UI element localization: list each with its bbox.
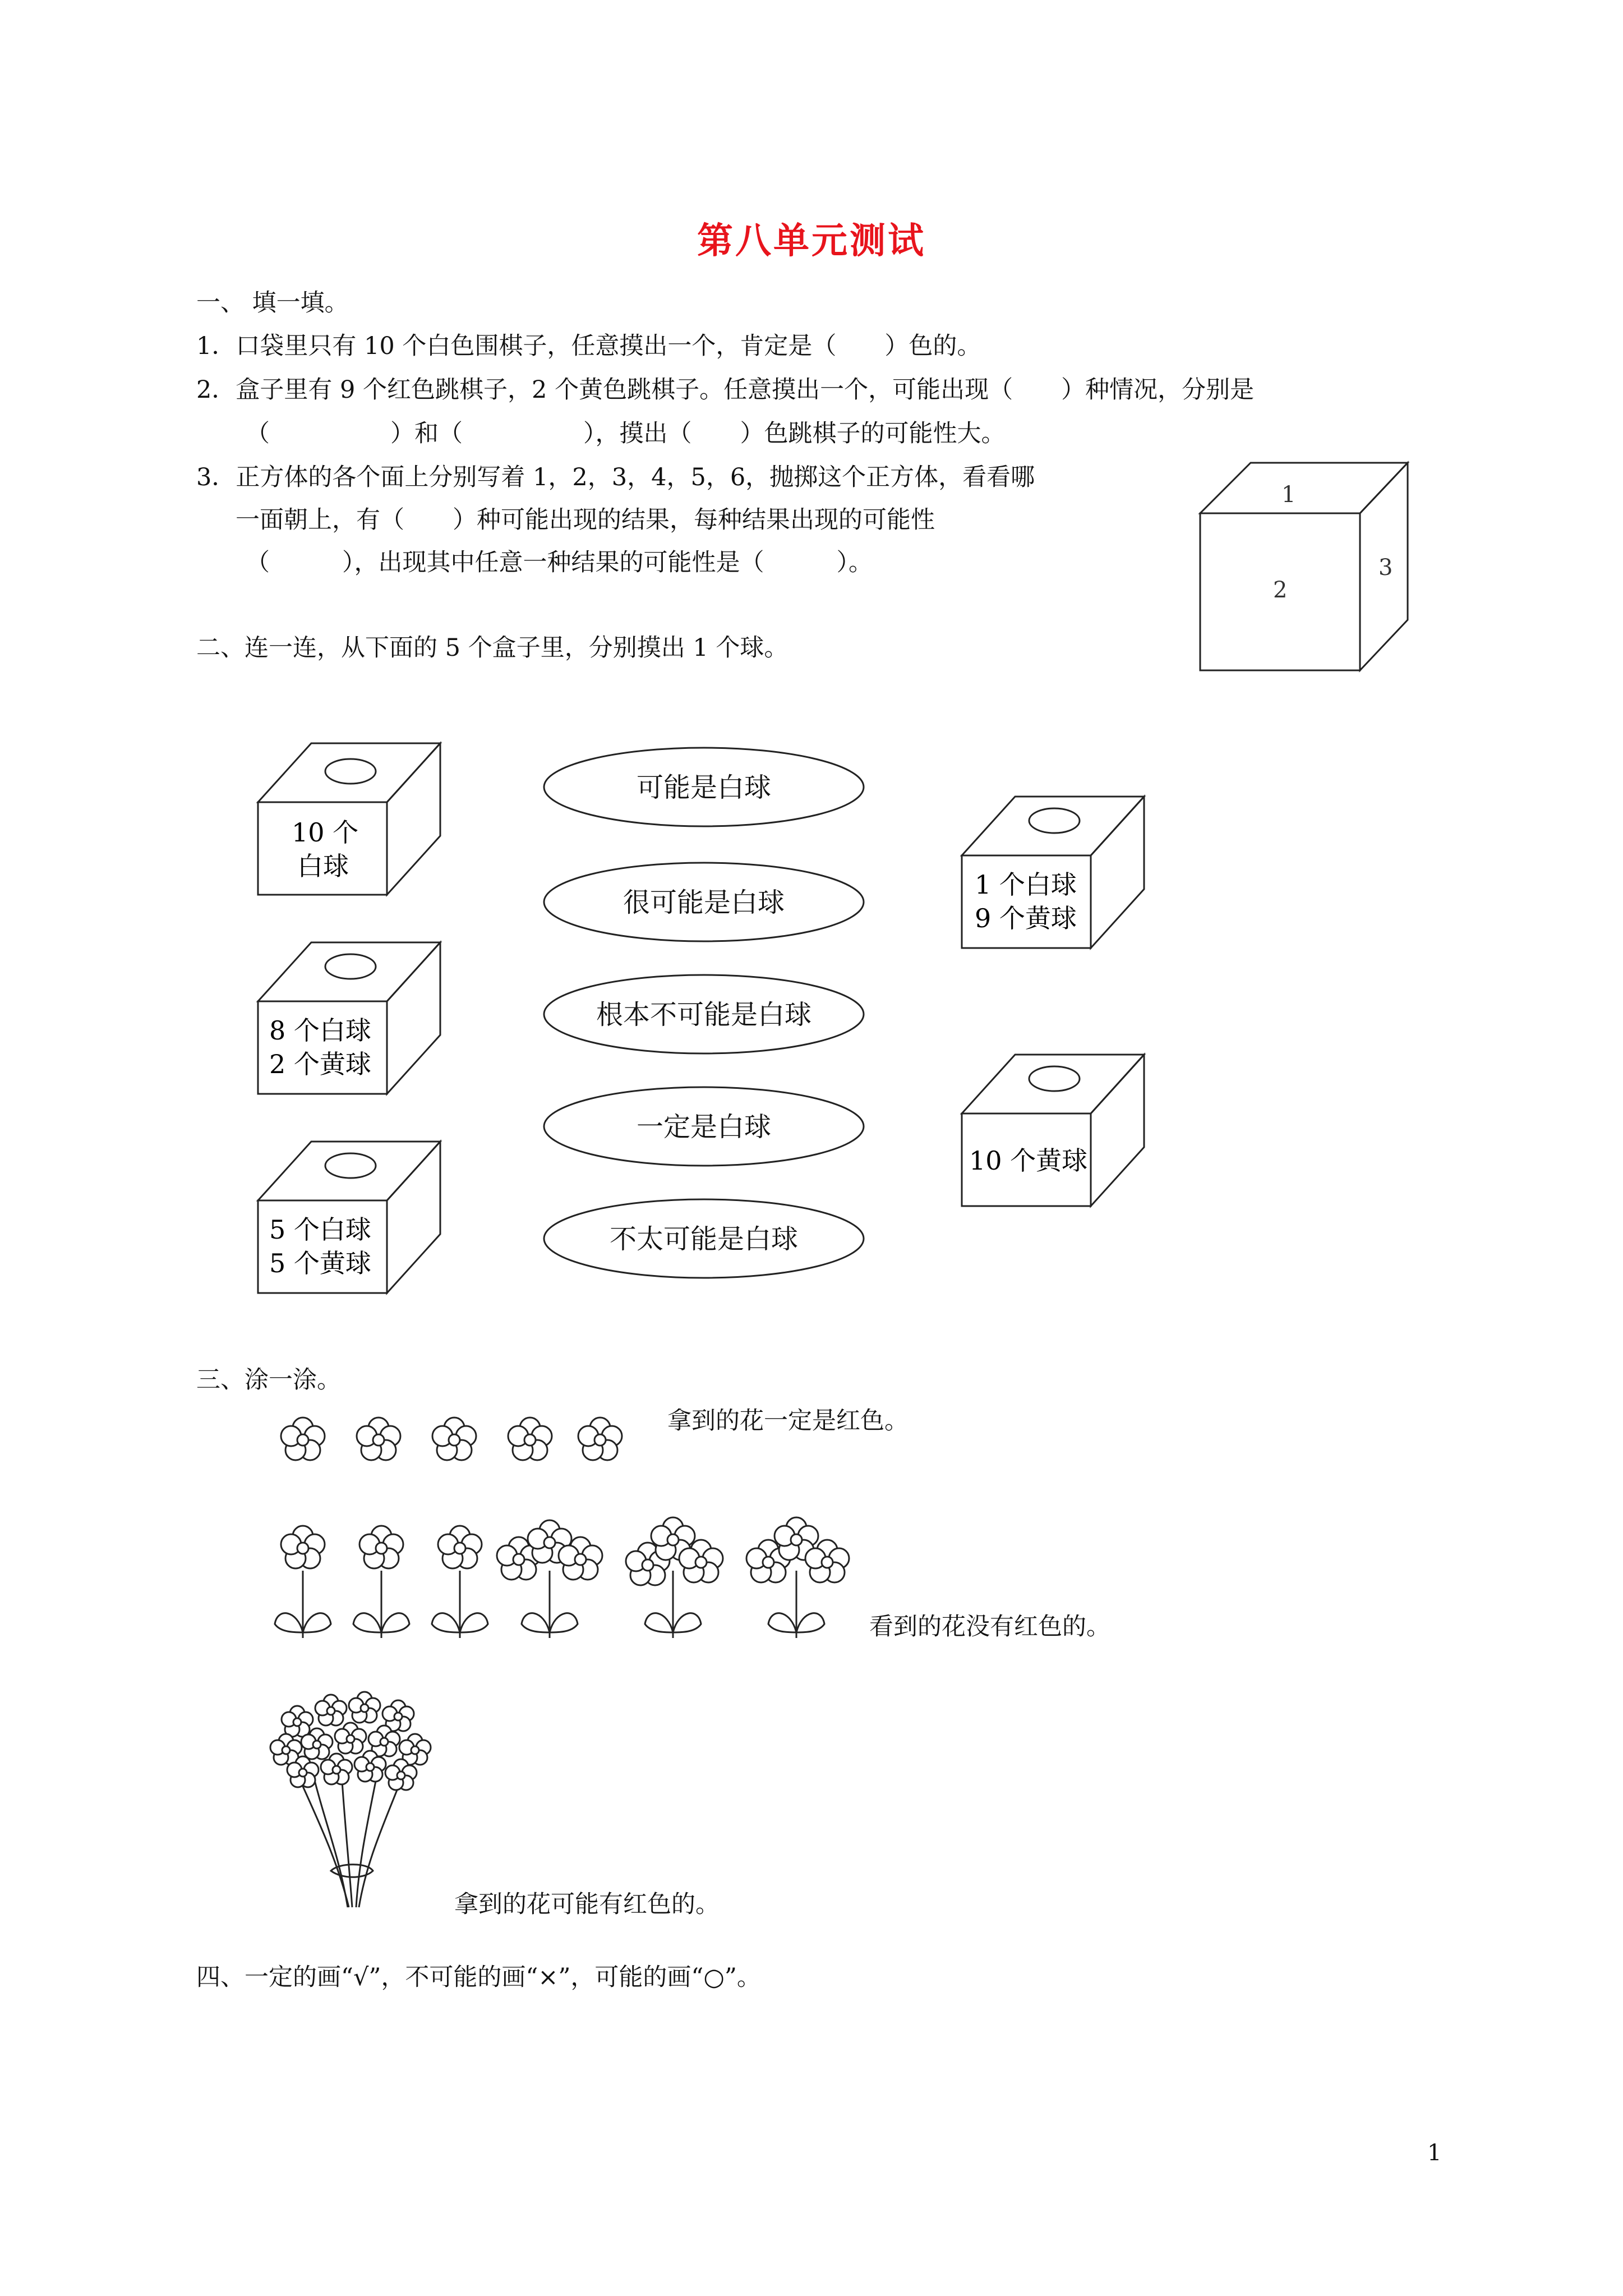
box-left-2 [255, 928, 446, 1097]
box-left-3-line2: 5 个黄球 [269, 1248, 371, 1278]
section4-heading: 四、一定的画“√”，不可能的画“×”，可能的画“○”。 [196, 1963, 761, 1991]
oval-4-label: 一定是白球 [636, 1111, 772, 1143]
box-right-1-line1: 1 个白球 [975, 869, 1077, 900]
flower-row-stems [269, 1515, 864, 1649]
caption-1: 拿到的花一定是红色。 [667, 1407, 909, 1435]
question-2-line1: 2．盒子里有 9 个红色跳棋子，2 个黄色跳棋子。任意摸出一个，可能出现（ ）种情况，分别是 [196, 376, 1255, 404]
box-left-2-line2: 2 个黄球 [269, 1049, 371, 1079]
oval-2-label: 很可能是白球 [623, 887, 785, 918]
box-right-1 [959, 783, 1150, 951]
section3-heading: 三、涂一涂。 [196, 1366, 341, 1394]
flower-icon [353, 1526, 409, 1638]
box-left-3-line1: 5 个白球 [269, 1214, 371, 1245]
box-left-2-line1: 8 个白球 [269, 1015, 371, 1046]
box-left-1-line2: 白球 [297, 851, 349, 881]
page-title: 第八单元测试 [697, 220, 926, 262]
flower-bouquet-icon [247, 1677, 460, 1918]
flower-icon [578, 1418, 622, 1460]
caption-2: 看到的花没有红色的。 [869, 1613, 1110, 1641]
box-right-2 [959, 1041, 1150, 1209]
box-left-1-line1: 10 个 [292, 817, 359, 848]
flower-cluster-icon [626, 1517, 723, 1638]
question-1: 1．口袋里只有 10 个白色围棋子，任意摸出一个，肯定是（ ）色的。 [196, 332, 981, 360]
box-left-3 [255, 1128, 446, 1296]
box-right-1-line2: 9 个黄球 [975, 903, 1077, 933]
flower-icon [432, 1418, 476, 1460]
cube-face-3: 3 [1378, 555, 1393, 581]
ovals-group [538, 743, 875, 1299]
oval-1-label: 可能是白球 [636, 772, 772, 803]
section2-heading: 二、连一连，从下面的 5 个盒子里，分别摸出 1 个球。 [196, 634, 789, 662]
box-right-2-line1: 10 个黄球 [969, 1145, 1088, 1176]
cube-figure [1189, 457, 1424, 676]
caption-3: 拿到的花可能有红色的。 [454, 1890, 720, 1918]
flower-cluster-icon [497, 1520, 602, 1638]
question-3-line3: （ ），出现其中任意一种结果的可能性是（ ）。 [246, 549, 873, 577]
flower-icon [281, 1418, 325, 1460]
question-3-line2: 一面朝上，有（ ）种可能出现的结果，每种结果出现的可能性 [236, 506, 935, 534]
flower-icon [357, 1418, 400, 1460]
oval-5-label: 不太可能是白球 [609, 1223, 799, 1255]
question-3-line1: 3．正方体的各个面上分别写着 1，2，3，4，5，6，抛掷这个正方体，看看哪 [196, 463, 1035, 491]
cube-face-1: 1 [1281, 482, 1296, 508]
flower-icon [508, 1418, 552, 1460]
cube-face-2: 2 [1273, 577, 1288, 603]
flower-cluster-icon [746, 1517, 849, 1638]
flower-icon [275, 1526, 331, 1638]
section1-heading: 一、 填一填。 [196, 289, 349, 317]
question-2-line2: （ ）和（ ），摸出（ ）色跳棋子的可能性大。 [246, 420, 1006, 448]
page-number: 1 [1427, 2140, 1442, 2166]
oval-3-label: 根本不可能是白球 [596, 999, 812, 1030]
flower-row-small [269, 1400, 628, 1478]
flower-icon [432, 1526, 488, 1638]
box-left-1 [255, 729, 446, 898]
